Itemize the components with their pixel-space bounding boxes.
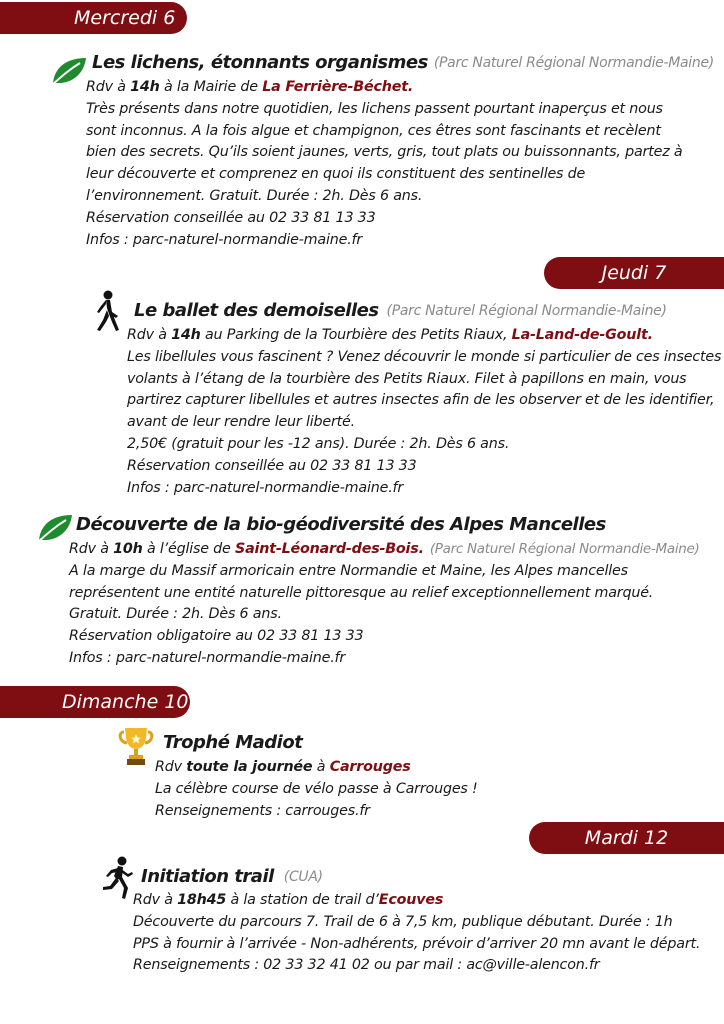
description-line: A la marge du Massif armoricain entre Normandie et Maine, les Alpes mancelles — [69, 562, 628, 579]
event-title: Les lichens, étonnants organismes — [92, 52, 428, 73]
event-rdv — [69, 539, 700, 561]
description-line: sont inconnus. A la fois algue et champignon, ces êtres sont fascinants et recèlent — [86, 122, 661, 139]
rdv-town: Saint-Léonard-des-Bois. — [235, 541, 424, 557]
reservation-line: Réservation obligatoire au 02 33 81 13 33 — [69, 628, 364, 645]
rdv-time: toute la journée — [186, 759, 313, 775]
rdv-town: La-Land-de-Goult. — [511, 327, 653, 343]
description-line: Découverte du parcours 7. Trail de 6 à 7,5 km, publique débutant. Durée : 1h — [133, 913, 673, 930]
rdv-prefix: Rdv à — [133, 892, 178, 908]
rdv-location-text: à l’église de — [142, 541, 235, 557]
event-title-row — [92, 52, 714, 73]
event-title: Découverte de la bio-géodiversité des Alpes Mancelles — [76, 514, 606, 535]
day-label: Mardi 12 — [584, 827, 669, 849]
event-rdv — [133, 890, 700, 912]
day-banner-dimanche — [0, 686, 190, 718]
event-title-row — [141, 866, 323, 887]
event-organizer: (Parc Naturel Régional Normandie-Maine) — [386, 302, 667, 319]
rdv-prefix: Rdv à — [127, 327, 172, 343]
event-demoiselles-details — [127, 325, 721, 499]
event-title: Trophé Madiot — [163, 732, 303, 753]
rdv-prefix: Rdv à — [86, 79, 131, 95]
rdv-prefix: Rdv — [155, 759, 187, 775]
rdv-location-text: à la Mairie de — [159, 79, 263, 95]
info-line: Infos : parc-naturel-normandie-maine.fr — [127, 479, 404, 496]
day-label: Jeudi 7 — [601, 262, 667, 284]
description-line: volants à l’étang de la tourbière des Petits Riaux. Filet à papillons en main, vous — [127, 370, 687, 387]
description-line: partirez capturer libellules et autres insectes afin de les observer et de les identifier, — [127, 392, 715, 409]
day-label: Dimanche 10 — [62, 691, 189, 713]
description-line: représentent une entité naturelle pittoresque au relief exceptionnellement marqué. — [69, 584, 654, 601]
description-line: avant de leur rendre leur liberté. — [127, 414, 355, 431]
rdv-location-text: à — [312, 759, 330, 775]
rdv-town: La Ferrière-Béchet. — [262, 79, 414, 95]
event-title-row — [163, 732, 302, 753]
trophy-icon — [118, 726, 154, 766]
rdv-town: Ecouves — [378, 892, 444, 908]
running-person-icon — [100, 856, 134, 900]
description-line: bien des secrets. Qu’ils soient jaunes, verts, gris, tout plats ou buissonnants, partez à — [86, 144, 683, 161]
leaf-icon — [50, 56, 88, 86]
rdv-time: 14h — [171, 327, 201, 343]
event-title-row — [134, 300, 667, 321]
event-trophe-madiot-details — [155, 757, 478, 822]
day-banner-mercredi — [0, 2, 187, 34]
description-line: Les libellules vous fascinent ? Venez découvrir le monde si particulier de ces insectes — [127, 348, 722, 365]
event-organizer: (CUA) — [283, 868, 323, 885]
day-label: Mercredi 6 — [74, 7, 176, 29]
rdv-location-text: à la station de trail d’ — [226, 892, 379, 908]
reservation-line: Réservation conseillée au 02 33 81 13 33 — [86, 209, 376, 226]
rdv-prefix: Rdv à — [69, 541, 114, 557]
description-line: leur découverte et comprenez en quoi ils constituent des sentinelles de — [86, 166, 586, 183]
description-line: Très présents dans notre quotidien, les lichens passent pourtant inaperçus et nous — [86, 100, 663, 117]
event-demoiselles — [134, 300, 667, 321]
info-line: Renseignements : 02 33 32 41 02 ou par mail : ac@ville-alencon.fr — [133, 957, 600, 974]
info-line: Renseignements : carrouges.fr — [155, 802, 370, 819]
rdv-town: Carrouges — [329, 759, 411, 775]
event-bio-geodiversite — [76, 514, 606, 535]
event-rdv — [155, 757, 478, 779]
event-organizer: (Parc Naturel Régional Normandie-Maine) — [429, 541, 700, 557]
description-line: l’environnement. Gratuit. Durée : 2h. Dès 6 ans. — [86, 187, 423, 204]
event-organizer: (Parc Naturel Régional Normandie-Maine) — [433, 54, 714, 71]
event-rdv — [86, 77, 682, 99]
event-initiation-trail-details — [133, 890, 700, 977]
info-line: Infos : parc-naturel-normandie-maine.fr — [69, 649, 346, 666]
description-line: La célèbre course de vélo passe à Carrouges ! — [155, 780, 478, 797]
description-line: Gratuit. Durée : 2h. Dès 6 ans. — [69, 606, 282, 623]
description-line: PPS à fournir à l’arrivée - Non-adhérents, prévoir d’arriver 20 mn avant le départ. — [133, 935, 701, 952]
rdv-time: 10h — [113, 541, 143, 557]
price-line: 2,50€ (gratuit pour les -12 ans). Durée : 2h. Dès 6 ans. — [127, 435, 510, 452]
event-rdv — [127, 325, 721, 347]
rdv-time: 18h45 — [177, 892, 227, 908]
event-lichens — [92, 52, 714, 73]
day-banner-jeudi — [544, 257, 724, 289]
rdv-location-text: au Parking de la Tourbière des Petits Riaux, — [200, 327, 512, 343]
day-banner-mardi — [529, 822, 724, 854]
event-bio-geodiversite-details — [69, 539, 700, 670]
event-title: Le ballet des demoiselles — [134, 300, 379, 321]
info-line: Infos : parc-naturel-normandie-maine.fr — [86, 231, 363, 248]
event-trophe-madiot — [163, 732, 302, 753]
rdv-time: 14h — [130, 79, 160, 95]
reservation-line: Réservation conseillée au 02 33 81 13 33 — [127, 457, 417, 474]
event-initiation-trail — [141, 866, 323, 887]
event-lichens-details — [86, 77, 682, 251]
event-title-row — [76, 514, 606, 535]
walking-person-icon — [92, 290, 122, 332]
event-title: Initiation trail — [141, 866, 274, 887]
